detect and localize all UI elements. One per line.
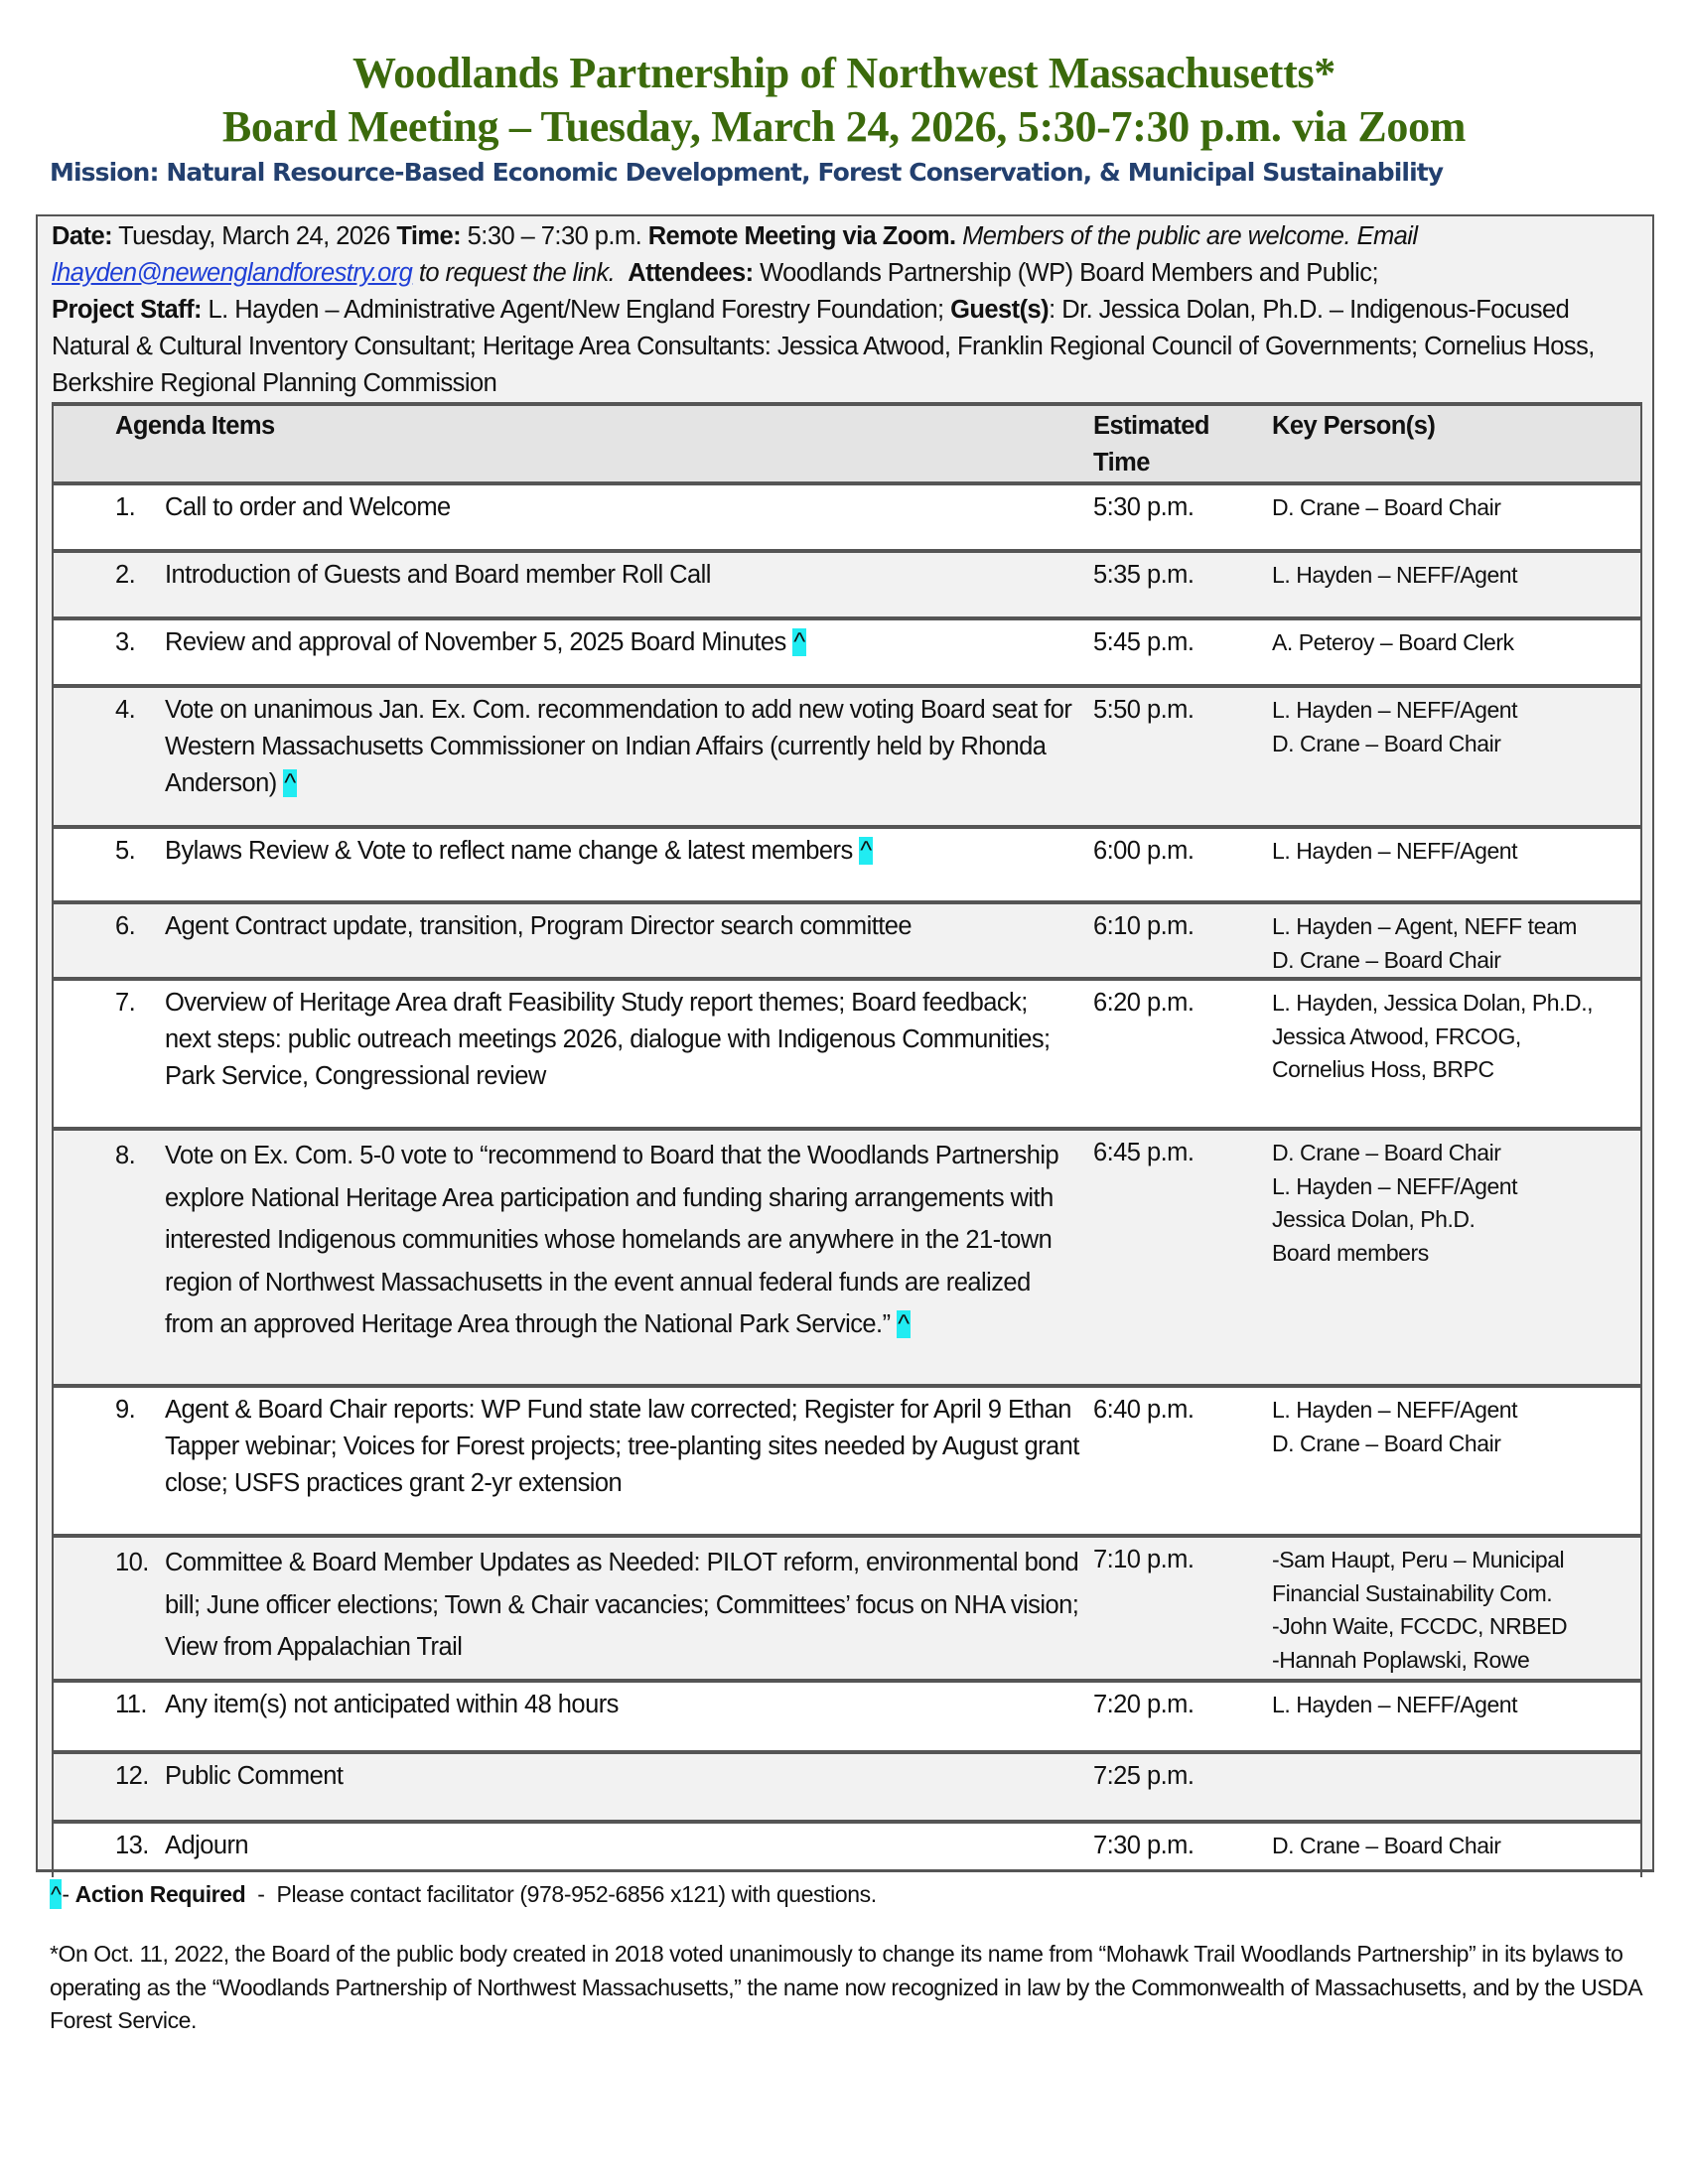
item-number: 3. — [115, 628, 136, 656]
attendees-label: Attendees: — [628, 259, 754, 287]
table-bottom-border — [36, 1869, 1654, 1872]
agenda-row — [53, 618, 1641, 686]
item-number: 2. — [115, 561, 136, 589]
key-person: Jessica Atwood, FRCOG, — [1272, 1023, 1521, 1049]
key-person: Jessica Dolan, Ph.D. — [1272, 1206, 1476, 1232]
item-text: Agent Contract update, transition, Program Director search committee — [165, 912, 913, 940]
action-required-marker: ^ — [898, 1310, 910, 1338]
item-number: 7. — [115, 989, 136, 1017]
guests-value: : Dr. Jessica Dolan, Ph.D. – Indigenous-Focused Natural & Cultural Inventory Consultant; Heritage Area Consultants: Jessica Atwood, Franklin Regional Council of Governments; Cornelius Hoss, Berkshire Regional Planning Commission — [52, 296, 1595, 397]
agenda-item — [53, 551, 1085, 618]
date-label: Date: — [52, 222, 113, 250]
item-text: Overview of Heritage Area draft Feasibility Study report themes; Board feedback; next steps: public outreach meetings 2026, dialogue with Indigenous Communities; Park Service, Congressional review — [165, 989, 1051, 1090]
document-title: Woodlands Partnership of Northwest Massachusetts* — [352, 49, 1336, 97]
key-person: L. Hayden – NEFF/Agent — [1272, 1397, 1518, 1423]
key-person: D. Crane – Board Chair — [1272, 946, 1501, 973]
item-number: 10. — [115, 1549, 149, 1576]
item-time: 6:45 p.m. — [1085, 1129, 1264, 1386]
agenda-row — [53, 1536, 1641, 1681]
item-time: 6:40 p.m. — [1085, 1386, 1264, 1536]
item-time: 6:10 p.m. — [1085, 902, 1264, 979]
header-time-line1: Estimated — [1093, 412, 1209, 440]
action-required-marker: ^ — [284, 769, 296, 797]
item-time: 5:45 p.m. — [1085, 618, 1264, 686]
item-key-persons — [1264, 827, 1641, 902]
key-person: -Hannah Poplawski, Rowe — [1272, 1646, 1530, 1673]
key-person: -John Waite, FCCDC, NRBED — [1272, 1613, 1568, 1639]
item-text: Agent & Board Chair reports: WP Fund state law corrected; Register for April 9 Ethan Tapper webinar; Voices for Forest projects; tree-planting sites needed by August grant close; USFS practices grant 2-yr extension — [165, 1396, 1079, 1497]
item-number: 8. — [115, 1142, 136, 1169]
legend-label: Action Required — [74, 1881, 246, 1907]
key-person: L. Hayden – NEFF/Agent — [1272, 562, 1518, 588]
item-key-persons — [1264, 1129, 1641, 1386]
agenda-row — [53, 827, 1641, 902]
key-person: Board members — [1272, 1239, 1429, 1266]
agenda-row — [53, 1752, 1641, 1822]
item-text: Bylaws Review & Vote to reflect name change & latest members — [165, 837, 860, 865]
legend-note: - Please contact facilitator (978-952-6856 x121) with questions. — [245, 1881, 877, 1907]
item-text: Vote on Ex. Com. 5-0 vote to “recommend to Board that the Woodlands Partnership explore National Heritage Area participation and funding sharing arrangements with interested Indigenous communities whose homelands are anywhere in the 21-town region of Northwest Massachusetts in the event annual federal funds are realized from an approved Heritage Area through the National Park Service.” — [165, 1142, 1059, 1338]
item-key-persons — [1264, 551, 1641, 618]
item-key-persons — [1264, 618, 1641, 686]
attendees-value: Woodlands Partnership (WP) Board Members and Public; — [753, 259, 1378, 287]
key-person: L. Hayden – NEFF/Agent — [1272, 1692, 1518, 1717]
key-person: D. Crane – Board Chair — [1272, 1833, 1501, 1858]
key-person: L. Hayden, Jessica Dolan, Ph.D., — [1272, 990, 1594, 1016]
staff-value: L. Hayden – Administrative Agent/New England Forestry Foundation; — [202, 296, 951, 324]
key-person: D. Crane – Board Chair — [1272, 494, 1501, 520]
action-required-marker: ^ — [793, 628, 805, 656]
agenda-row — [53, 1129, 1641, 1386]
action-required-legend — [50, 1879, 877, 1909]
mission-statement: Mission: Natural Resource-Based Economic Development, Forest Conservation, & Municipal Sustainability — [50, 158, 1444, 187]
guests-label: Guest(s) — [950, 296, 1050, 324]
item-number: 5. — [115, 837, 136, 865]
agenda-item — [53, 1129, 1085, 1386]
agenda-item — [53, 902, 1085, 979]
agenda-item — [53, 483, 1085, 551]
key-person: D. Crane – Board Chair — [1272, 1140, 1501, 1165]
item-text: Review and approval of November 5, 2025 Board Minutes — [165, 628, 793, 656]
agenda-header-row — [53, 404, 1641, 483]
item-text: Committee & Board Member Updates as Needed: PILOT reform, environmental bond bill; June officer elections; Town & Chair vacancies; Committees’ focus on NHA vision; View from Appalachian Trail — [165, 1549, 1079, 1661]
public-note: Members of the public are welcome. Email — [955, 222, 1418, 250]
agenda-row — [53, 1681, 1641, 1752]
agenda-item — [53, 979, 1085, 1129]
item-key-persons — [1264, 902, 1641, 979]
item-time: 6:00 p.m. — [1085, 827, 1264, 902]
agenda-item — [53, 686, 1085, 827]
key-person: L. Hayden – NEFF/Agent — [1272, 697, 1518, 723]
date-value: Tuesday, March 24, 2026 — [112, 222, 397, 250]
key-person: D. Crane – Board Chair — [1272, 1430, 1501, 1456]
item-time: 5:30 p.m. — [1085, 483, 1264, 551]
item-time: 7:10 p.m. — [1085, 1536, 1264, 1681]
item-text: Any item(s) not anticipated within 48 hours — [165, 1691, 619, 1718]
item-text: Adjourn — [165, 1832, 249, 1859]
agenda-item — [53, 1386, 1085, 1536]
agenda-table — [52, 402, 1642, 1877]
key-person: Cornelius Hoss, BRPC — [1272, 1056, 1494, 1082]
item-number: 6. — [115, 912, 136, 940]
header-key-persons: Key Person(s) — [1264, 404, 1641, 483]
item-key-persons — [1264, 1752, 1641, 1822]
agenda-item — [53, 618, 1085, 686]
agenda-item — [53, 1536, 1085, 1681]
key-person: L. Hayden – Agent, NEFF team — [1272, 913, 1578, 939]
agenda-item — [53, 1752, 1085, 1822]
remote-label: Remote Meeting via Zoom. — [647, 222, 956, 250]
item-text: Public Comment — [165, 1762, 344, 1790]
agenda-item — [53, 827, 1085, 902]
email-link[interactable]: lhayden@newenglandforestry.org — [52, 259, 413, 287]
item-time: 6:20 p.m. — [1085, 979, 1264, 1129]
item-text: Call to order and Welcome — [165, 493, 451, 521]
meeting-info — [52, 218, 1640, 402]
meeting-subtitle: Board Meeting – Tuesday, March 24, 2026, 5:30-7:30 p.m. via Zoom — [221, 102, 1467, 151]
item-number: 9. — [115, 1396, 136, 1424]
item-key-persons — [1264, 1536, 1641, 1681]
agenda-row — [53, 1386, 1641, 1536]
request-note: to request the link. — [412, 259, 616, 287]
agenda-row — [53, 979, 1641, 1129]
item-key-persons — [1264, 979, 1641, 1129]
action-required-marker: ^ — [860, 837, 872, 865]
legend-dash: - — [62, 1881, 75, 1907]
header-estimated-time — [1085, 404, 1264, 483]
item-text: Vote on unanimous Jan. Ex. Com. recommendation to add new voting Board seat for Western Massachusetts Commissioner on Indian Affairs (currently held by Rhonda Anderson) — [165, 696, 1072, 797]
item-key-persons — [1264, 686, 1641, 827]
item-number: 12. — [115, 1762, 149, 1790]
item-number: 13. — [115, 1832, 149, 1859]
item-number: 4. — [115, 696, 136, 724]
key-person: A. Peteroy – Board Clerk — [1272, 629, 1514, 655]
header-agenda-items: Agenda Items — [53, 404, 1085, 483]
agenda-row — [53, 902, 1641, 979]
staff-label: Project Staff: — [52, 296, 202, 324]
key-person: Financial Sustainability Com. — [1272, 1579, 1553, 1606]
item-key-persons — [1264, 1386, 1641, 1536]
key-person: L. Hayden – NEFF/Agent — [1272, 838, 1518, 864]
key-person: L. Hayden – NEFF/Agent — [1272, 1172, 1518, 1199]
item-time: 7:25 p.m. — [1085, 1752, 1264, 1822]
action-required-marker: ^ — [51, 1881, 62, 1907]
agenda-item — [53, 1681, 1085, 1752]
item-number: 11. — [115, 1691, 147, 1718]
time-value: 5:30 – 7:30 p.m. — [461, 222, 648, 250]
agenda-row — [53, 483, 1641, 551]
item-number: 1. — [115, 493, 136, 521]
item-time: 5:50 p.m. — [1085, 686, 1264, 827]
key-person: D. Crane – Board Chair — [1272, 730, 1501, 756]
agenda-row — [53, 686, 1641, 827]
key-person: -Sam Haupt, Peru – Municipal — [1272, 1547, 1565, 1572]
item-key-persons — [1264, 1681, 1641, 1752]
item-time: 5:35 p.m. — [1085, 551, 1264, 618]
item-key-persons — [1264, 483, 1641, 551]
time-label: Time: — [396, 222, 462, 250]
item-time: 7:20 p.m. — [1085, 1681, 1264, 1752]
agenda-row — [53, 551, 1641, 618]
footnote: *On Oct. 11, 2022, the Board of the public body created in 2018 voted unanimously to change its name from “Mohawk Trail Woodlands Partnership” in its bylaws to operating as the “Woodlands Partnership of Northwest Massachusetts,” the name now recognized in law by the Commonwealth of Massachusetts, and by the USDA Forest Service. — [50, 1941, 1641, 2033]
item-time: 7:30 p.m. — [1085, 1822, 1264, 1877]
header-time-line2: Time — [1093, 449, 1150, 477]
item-text: Introduction of Guests and Board member Roll Call — [165, 561, 711, 589]
